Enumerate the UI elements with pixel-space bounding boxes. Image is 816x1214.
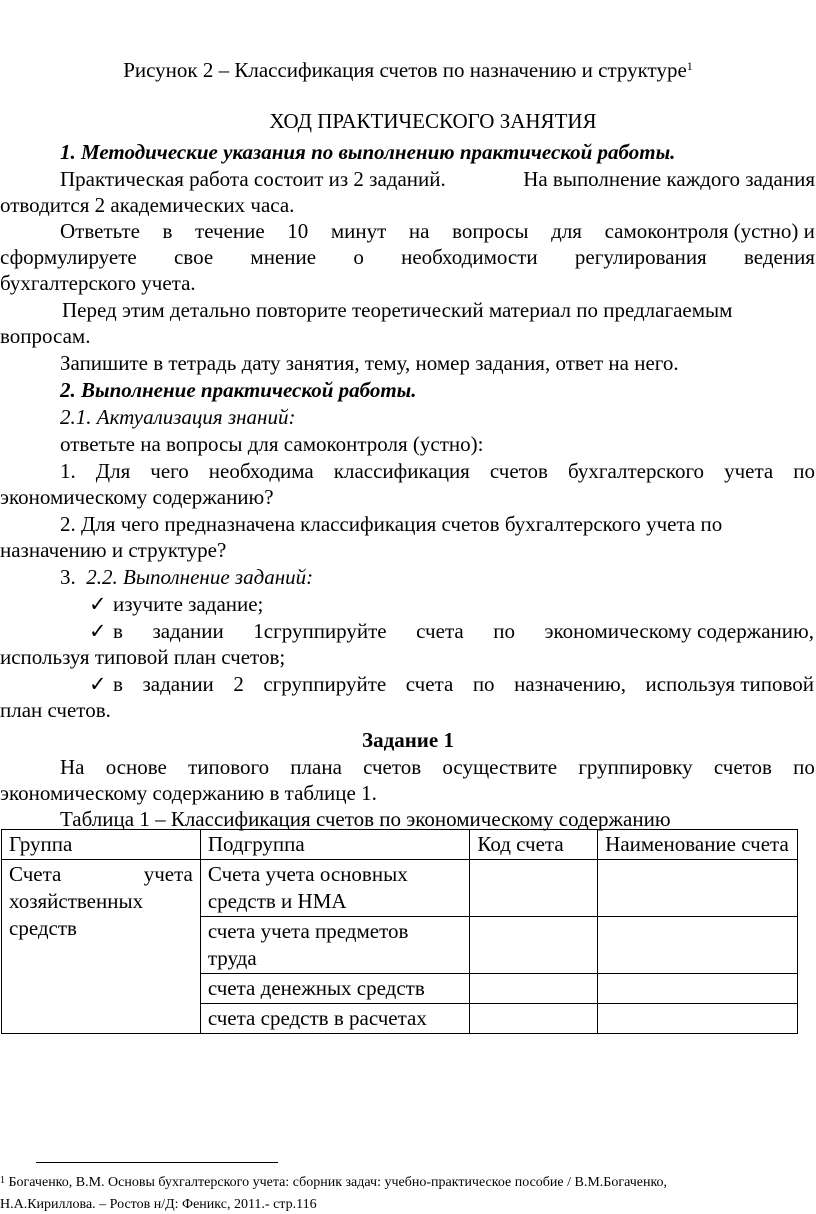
code-cell	[470, 860, 598, 917]
table-header-cell: Подгруппа	[200, 830, 470, 860]
checkmark-icon: ✓	[89, 619, 107, 643]
group-cell: Счета учета хозяйственных средств	[2, 860, 201, 1034]
paragraph-3-line-1: Перед этим детально повторите теоретический материал по предлагаемым	[62, 298, 733, 322]
paragraph-1-line-2: отводится 2 академических часа.	[0, 193, 295, 217]
paragraph-2-line-2: сформулируете свое мнение о необходимости регулирования ведения	[0, 245, 815, 269]
table-row	[2, 860, 798, 917]
subgroup-cell: счета средств в расчетах	[200, 1004, 470, 1034]
subheading-1: 1. Методические указания по выполнению практической работы.	[60, 140, 676, 164]
item-3: 3. 2.2. Выполнение заданий:	[60, 565, 314, 589]
paragraph-2-line-1: Ответьте в течение 10 минут на вопросы для самоконтроля (устно) и	[60, 219, 815, 243]
question-1-line-1: 1. Для чего необходима классификация счетов бухгалтерского учета по	[60, 459, 815, 483]
task-text-line-2: экономическому содержанию в таблице 1.	[0, 781, 377, 805]
name-cell	[598, 860, 798, 917]
task-bullet-2-line-2: используя типовой план счетов;	[0, 645, 286, 669]
footnote-marker: 1	[686, 59, 693, 73]
name-cell	[598, 1004, 798, 1034]
task-bullet-3-line-2: план счетов.	[0, 698, 111, 722]
name-cell	[598, 974, 798, 1004]
paragraph-1-line-1: Практическая работа состоит из 2 заданий. На выполнение каждого задания	[60, 167, 815, 191]
classification-table	[1, 829, 798, 1034]
question-2-line-2: назначению и структуре?	[0, 538, 227, 562]
paragraph-4: Запишите в тетрадь дату занятия, тему, номер задания, ответ на него.	[60, 351, 679, 375]
subheading-2-1: 2.1. Актуализация знаний:	[60, 405, 296, 429]
code-cell	[470, 1004, 598, 1034]
subgroup-cell: счета денежных средств	[200, 974, 470, 1004]
figure-caption: Рисунок 2 – Классификация счетов по назначению и структуре$^1$	[123, 58, 693, 82]
paragraph-2-line-3: бухгалтерского учета.	[0, 271, 196, 295]
name-cell	[598, 917, 798, 974]
subgroup-cell: счета учета предметов труда	[200, 917, 470, 974]
task-bullet-1: ✓ изучите задание;	[89, 592, 264, 616]
subgroup-cell: Счета учета основных средств и НМА	[200, 860, 470, 917]
table-header-cell: Код счета	[470, 830, 598, 860]
table-header-cell: Группа	[2, 830, 201, 860]
question-1-line-2: экономическому содержанию?	[0, 485, 274, 509]
task-bullet-3-line-1: ✓ в задании 2 сгруппируйте счета по назначению, используя типовой	[89, 672, 814, 696]
task-bullet-2-line-1: ✓ в задании 1сгруппируйте счета по экономическому содержанию,	[89, 619, 814, 643]
table-header-cell: Наименование счета	[598, 830, 798, 860]
section-heading: ХОД ПРАКТИЧЕСКОГО ЗАНЯТИЯ	[269, 109, 597, 133]
checkmark-icon: ✓	[89, 672, 107, 696]
checkmark-icon: ✓	[89, 592, 107, 616]
task-text-line-1: На основе типового плана счетов осуществите группировку счетов по	[60, 755, 815, 779]
questions-intro: ответьте на вопросы для самоконтроля (устно):	[60, 432, 484, 456]
footnote-line-2: Н.А.Кириллова. – Ростов н/Д: Феникс, 2011.- стр.116	[0, 1197, 317, 1212]
footnote-separator	[36, 1162, 278, 1163]
table-caption: Таблица 1 – Классификация счетов по экономическому содержанию	[60, 807, 671, 831]
task-title: Задание 1	[362, 728, 454, 752]
table-header-row	[2, 830, 798, 860]
footnote-line-1: $^1$ Богаченко, В.М. Основы бухгалтерского учета: сборник задач: учебно-практическое пособие / В.М.Богаченко,	[0, 1175, 668, 1190]
question-2-line-1: 2. Для чего предназначена классификация счетов бухгалтерского учета по	[60, 512, 723, 536]
code-cell	[470, 917, 598, 974]
code-cell	[470, 974, 598, 1004]
paragraph-3-line-2: вопросам.	[0, 324, 91, 348]
subheading-2: 2. Выполнение практической работы.	[60, 378, 417, 402]
